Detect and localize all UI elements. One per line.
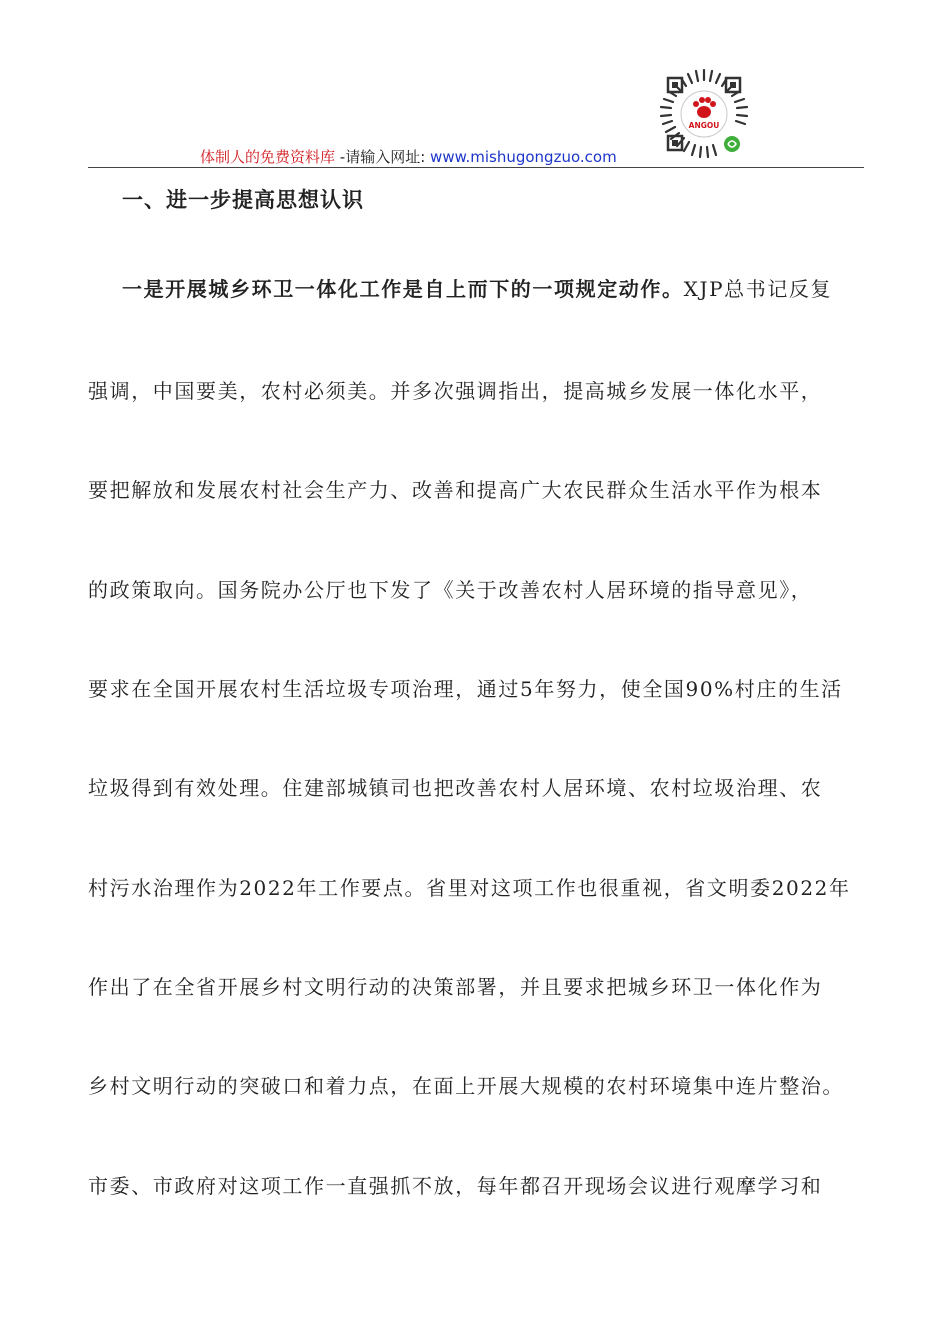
paragraph-lead-rest: XJP总书记反复 (683, 277, 833, 301)
paragraph-line (122, 273, 832, 302)
qr-code-icon (656, 66, 752, 162)
header-banner (200, 146, 617, 167)
paragraph-line: 村污水治理作为2022年工作要点。省里对这项工作也很重视，省文明委2022年 (88, 876, 851, 900)
paragraph-line: 作出了在全省开展乡村文明行动的决策部署，并且要求把城乡环卫一体化作为 (88, 975, 823, 999)
qr-badge-text: ANGOU (688, 121, 720, 130)
header-divider (88, 167, 864, 168)
site-link[interactable]: www.mishugongzuo.com (430, 148, 617, 166)
paragraph-line: 的政策取向。国务院办公厅也下发了《关于改善农村人居环境的指导意见》， (88, 578, 813, 602)
paragraph-line: 市委、市政府对这项工作一直强抓不放，每年都召开现场会议进行观摩学习和 (88, 1174, 823, 1198)
paragraph-line: 要把解放和发展农村社会生产力、改善和提高广大农民群众生活水平作为根本 (88, 478, 823, 502)
paragraph-line: 强调，中国要美，农村必须美。并多次强调指出，提高城乡发展一体化水平， (88, 379, 823, 403)
page-header (0, 0, 950, 170)
paragraph-lead: 一是开展城乡环卫一体化工作是自上而下的一项规定动作。 (122, 277, 684, 301)
paragraph-line: 乡村文明行动的突破口和着力点，在面上开展大规模的农村环境集中连片整治。 (88, 1074, 844, 1098)
paragraph-line: 要求在全国开展农村生活垃圾专项治理，通过5年努力，使全国90%村庄的生活 (88, 677, 843, 701)
paragraph-line: 垃圾得到有效处理。住建部城镇司也把改善农村人居环境、农村垃圾治理、农 (88, 776, 823, 800)
section-heading: 一、进一步提高思想认识 (122, 187, 364, 212)
brand-text: 体制人的免费资料库 (200, 148, 336, 166)
url-prompt: -请输入网址: (339, 148, 426, 166)
